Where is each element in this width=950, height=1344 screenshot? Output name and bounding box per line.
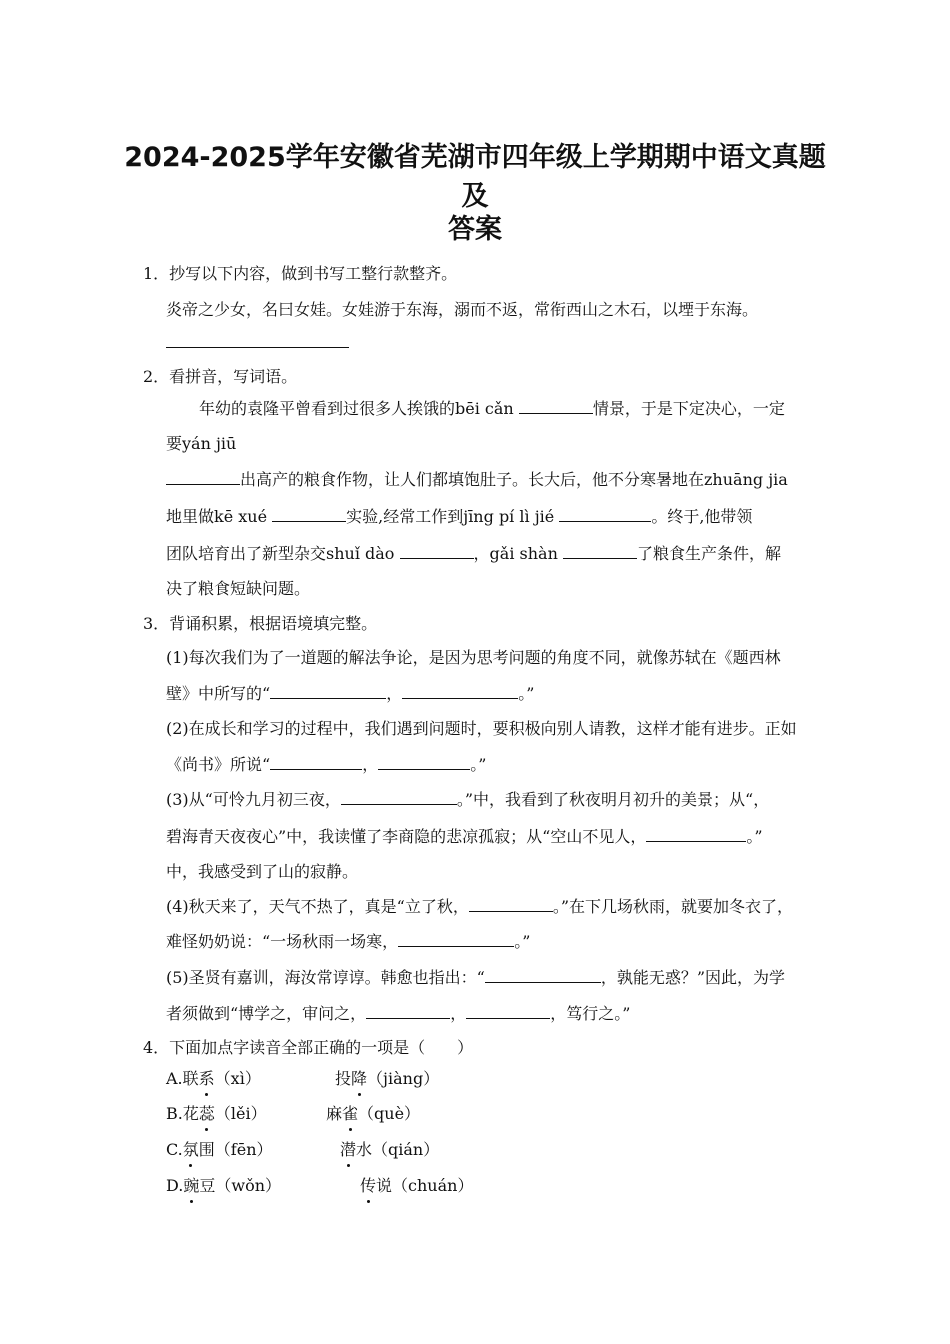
q3-p5-text-a2: ，孰能无惑？”因此，为学 [600,968,786,987]
q3-p4-text-a1: (4)秋天来了，天气不热了，真是“立了秋， [166,897,469,916]
q4-option-a-word-2: 投降（jiàng） [335,1069,440,1088]
q2-line-4-text-b: 实验,经常工作到jīng pí lì jié [346,507,560,526]
q3-p2-text: 《尚书》所说“ [166,755,271,774]
pinyin: （qián） [372,1140,440,1159]
pinyin: （lěi） [214,1104,267,1123]
q2-line-3-text: 出高产的粮食作物，让人们都填饱肚子。长大后，他不分寒暑地在zhuāng jia [240,470,788,489]
q3-p2-comma: ， [362,755,379,774]
pinyin: （fēn） [214,1140,273,1159]
q2-line-1-text-a: 年幼的袁隆平曾看到过很多人挨饿的bēi cǎn [199,399,519,418]
q3-p3-line-b [166,827,763,847]
dotted-char: 降 [351,1069,368,1088]
pinyin: （chuán） [392,1176,474,1195]
q3-p5-text-b2: ，笃行之。” [550,1004,631,1023]
dotted-char: 传 [360,1176,377,1195]
dotted-char: 豌 [183,1176,200,1195]
blank-3-1-b[interactable] [402,684,518,699]
q3-p4-text-b2: 。” [514,932,531,951]
blank-gai-shan[interactable] [563,544,637,559]
q3-p3-line-a [166,790,769,810]
blank-3-1-a[interactable] [270,684,386,699]
q3-p4-text-a2: 。”在下几场秋雨，就要加冬衣了， [552,897,794,916]
document-title-line-2: 答案 [448,214,502,245]
q3-p5-text-a1: (5)圣贤有嘉训，海汝常谆谆。韩愈也指出：“ [166,968,485,987]
q4-option-a[interactable]: A.联系（xì） [166,1069,261,1088]
q2-stem: 2．看拼音，写词语。 [143,367,298,386]
q2-line-5 [166,544,781,564]
q3-p3-text-b1: 碧海青天夜夜心”中，我读懂了李商隐的悲凉孤寂；从“空山不见人， [166,827,647,846]
blank-3-2-b[interactable] [378,755,470,770]
q3-p2-line-a: (2)在成长和学习的过程中，我们遇到问题时，要积极向别人请教，这样才能有进步。正如 [166,719,797,738]
q1-copy-text: 炎帝之少女，名曰女娃。女娃游于东海，溺而不返，常衔西山之木石，以堙于东海。 [166,300,759,319]
q3-p3-text-a2: 。”中，我看到了秋夜明月初升的美景；从“， [456,790,770,809]
q2-line-1 [199,399,785,419]
q4-option-d[interactable]: D.豌豆（wǒn） [166,1176,282,1195]
q3-p2-line-b [166,755,486,775]
q3-p1-line-b [166,684,534,704]
blank-jing-pi-li-jie[interactable] [559,507,651,522]
q4-option-c-word-2: 潜水（qián） [340,1140,440,1159]
q3-p5-line-b [166,1004,630,1024]
q3-p4-text-b1: 难怪奶奶说：“一场秋雨一场寒， [166,932,399,951]
q3-stem: 3．背诵积累，根据语境填完整。 [143,614,378,633]
q3-p1-line-a: (1)每次我们为了一道题的解法争论，是因为思考问题的角度不同，就像苏轼在《题西林 [166,648,781,667]
pinyin: （wǒn） [215,1176,282,1195]
q2-line-2: 要yán jiū [166,434,237,453]
q3-p3-line-c: 中，我感受到了山的寂静。 [166,862,359,881]
q2-line-1-text-b: 情景，于是下定决心，一定 [592,399,785,418]
q2-line-4-text-c: 。终于,他带领 [651,507,753,526]
q2-line-4-text-a: 地里做kē xué [166,507,273,526]
option-label: C. [166,1140,183,1159]
blank-3-4-a[interactable] [469,897,553,912]
q2-line-4 [166,507,752,527]
q1-answer-line [166,333,349,353]
blank-3-5-c[interactable] [466,1004,550,1019]
pinyin: （jiàng） [367,1069,440,1088]
q3-p1-comma: ， [386,684,403,703]
q2-line-3 [166,470,788,490]
dotted-char: 系 [198,1069,215,1088]
blank-3-5-b[interactable] [366,1004,450,1019]
dotted-char: 雀 [342,1104,359,1123]
option-label: A. [166,1069,183,1088]
q4-option-b[interactable]: B.花蕊（lěi） [166,1104,267,1123]
q2-line-6: 决了粮食短缺问题。 [166,579,311,598]
q3-p1-text: 壁》中所写的“ [166,684,271,703]
blank-yan-jiu[interactable] [166,470,240,485]
q2-line-5-text-c: 了粮食生产条件，解 [636,544,781,563]
q3-p2-end: 。” [470,755,487,774]
blank-3-3-b[interactable] [646,827,746,842]
pinyin: （xì） [214,1069,261,1088]
blank-3-4-b[interactable] [398,932,514,947]
q2-line-5-text-a: 团队培育出了新型杂交shuǐ dào [166,544,400,563]
option-label: B. [166,1104,183,1123]
blank-bei-can[interactable] [519,399,593,414]
q3-p4-line-b [166,932,530,952]
document-title-line-1: 2024-2025学年安徽省芜湖市四年级上学期期中语文真题及 [124,142,826,212]
q3-p5-comma: ， [450,1004,467,1023]
blank-3-2-a[interactable] [270,755,362,770]
dotted-char: 蕊 [198,1104,215,1123]
dotted-char: 潜 [340,1140,357,1159]
q4-stem: 4．下面加点字读音全部正确的一项是（ ） [143,1038,474,1057]
blank-ke-xue[interactable] [272,507,346,522]
q3-p5-line-a [166,968,785,988]
q4-option-d-word-2: 传说（chuán） [360,1176,474,1195]
q4-option-c[interactable]: C.氛围（fēn） [166,1140,273,1159]
blank-3-5-a[interactable] [485,968,601,983]
option-label: D. [166,1176,184,1195]
q4-option-b-word-2: 麻雀（què） [326,1104,421,1123]
dotted-char: 氛 [182,1140,199,1159]
q3-p1-end: 。” [518,684,535,703]
q3-p3-text-b2: 。” [746,827,763,846]
q3-p3-text-a1: (3)从“可怜九月初三夜， [166,790,341,809]
q3-p4-line-a [166,897,793,917]
q1-stem: 1．抄写以下内容，做到书写工整行款整齐。 [143,264,458,283]
blank-shui-dao[interactable] [400,544,474,559]
blank-3-3-a[interactable] [341,790,457,805]
q2-line-5-text-b: ，gǎi shàn [473,544,563,563]
q3-p5-text-b1: 者须做到“博学之，审问之， [166,1004,367,1023]
pinyin: （què） [358,1104,421,1123]
